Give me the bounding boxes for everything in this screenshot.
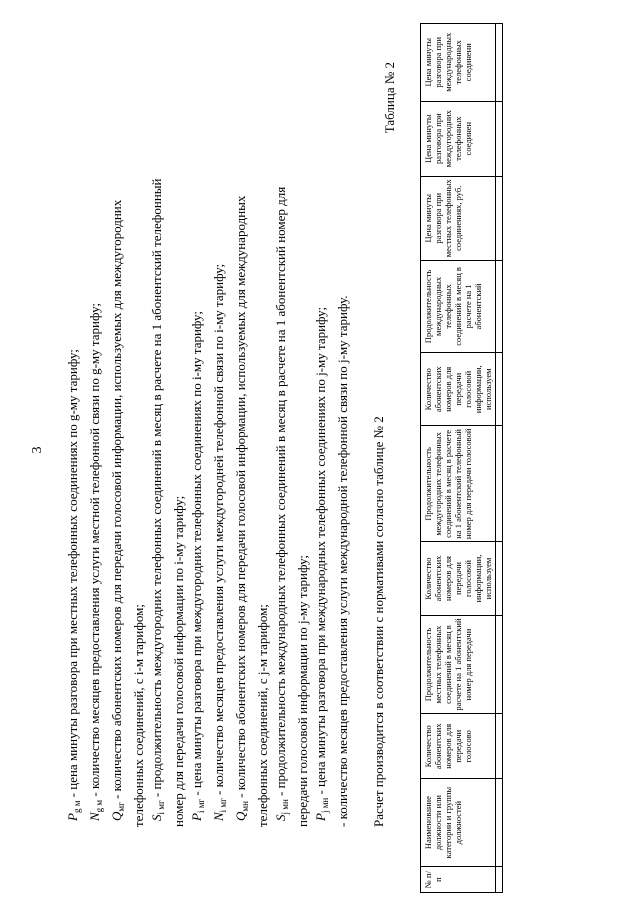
line-text: телефонных соединений, с j-м тарифом; — [255, 604, 270, 827]
formula-subscript: i мг — [196, 798, 206, 814]
text-line — [148, 37, 170, 827]
line-text: - количество месяцев предоставления услуги междугородней телефонной связи по i-му тарифу; — [211, 263, 226, 799]
table-cell — [496, 426, 503, 542]
text-line — [108, 37, 130, 827]
table-cell — [496, 101, 503, 176]
text-line — [188, 37, 210, 827]
line-text: - цена минуты разговора при междугородних телефонных соединениях по i-му тарифу; — [189, 311, 204, 799]
line-text: - продолжительность международных телефонных соединений в месяц в расчете на 1 абонентский номер для — [273, 186, 288, 800]
table-cell — [496, 615, 503, 714]
text-line — [352, 37, 370, 827]
text-line — [170, 37, 188, 827]
text-line — [130, 37, 148, 827]
table-cell — [496, 867, 503, 893]
table-cell — [496, 24, 503, 102]
formula-subscript: g м — [72, 800, 82, 814]
formula-symbol: P — [189, 813, 204, 821]
text-line — [210, 37, 232, 827]
line-text: телефонных соединений, с i-м тарифом; — [131, 604, 146, 827]
formula-subscript: i мг — [156, 800, 166, 815]
table-header-cell: № п/п — [421, 867, 496, 893]
formula-symbol: Q — [233, 811, 248, 821]
formula-symbol: S — [149, 814, 164, 821]
line-text: - цена минуты разговора при международных телефонных соединениях по j-му тарифу; — [313, 306, 328, 798]
formula-symbol: Q — [109, 811, 124, 821]
page-number: 3 — [30, 446, 45, 454]
table-row — [496, 24, 503, 893]
text-line — [86, 37, 108, 827]
text-line — [254, 37, 272, 827]
line-text: Расчет производится в соответствии с нормативами согласно таблице № 2 — [371, 416, 386, 827]
table-header-cell: Цена минуты разговора при международных телефонных соединени — [421, 24, 496, 102]
table-cell — [496, 353, 503, 426]
line-text: - количество абонентских номеров для передачи голосовой информации, используемых для междугородних — [109, 199, 124, 803]
text-body — [64, 37, 388, 827]
formula-subscript: мн — [240, 801, 250, 812]
line-text: - продолжительность междугородних телефонных соединений в месяц в расчете на 1 абонентский телефонный — [149, 178, 164, 801]
table-header-cell: Цена минуты разговора при местных телефонных соединениях, руб. — [421, 176, 496, 260]
table-header-cell: Количество абонентских номеров для передачи голосово — [421, 714, 496, 779]
text-line — [232, 37, 254, 827]
table-header-cell: Количество абонентских номеров для передачи голосовой информации, используем — [421, 353, 496, 426]
line-text: - цена минуты разговора при местных телефонных соединениях по g-му тарифу; — [65, 349, 80, 801]
line-text: номер для передачи голосовой информации по i-му тарифу; — [171, 495, 186, 827]
table-cell — [496, 542, 503, 615]
table-header-cell: Цена минуты разговора при междугородних телефонных соединен — [421, 101, 496, 176]
formula-subscript: j мн — [320, 797, 330, 814]
line-text: передачи голосовой информации по j-му тарифу; — [295, 554, 310, 827]
table-header-row — [421, 24, 496, 893]
text-line — [334, 37, 352, 827]
formula-symbol: N — [211, 812, 226, 821]
table-cell — [496, 260, 503, 352]
table-cell — [496, 779, 503, 867]
table-header-cell: Количество абонентских номеров для передачи голосовой информации, используем — [421, 542, 496, 615]
text-line — [312, 37, 334, 827]
text-line — [370, 37, 388, 827]
table-title: Таблица № 2 — [382, 62, 397, 134]
line-text: - количество абонентских номеров для передачи голосовой информации, используемых для международных — [233, 195, 248, 802]
formula-subscript: j мн — [280, 799, 290, 815]
formula-subscript: g м — [94, 799, 104, 813]
formula-symbol: S — [273, 814, 288, 821]
table-cell — [496, 176, 503, 260]
line-text: - количество месяцев предоставления услуги местной телефонной связи по g-му тарифу; — [87, 302, 102, 800]
table-header-cell: Продолжительность междугородних телефонных соединений в месяц в расчете на 1 абонентский телефонный номер для передачи голосовой — [421, 426, 496, 542]
table-header-cell: Продолжительность местных телефонных соединений в месяц в расчете на 1 абонентский номер для передачи — [421, 615, 496, 714]
norms-table — [420, 23, 503, 893]
table-header-cell: Продолжительность международных телефонных соединений в месяц в расчете на 1 абонентский — [421, 260, 496, 352]
text-line — [64, 37, 86, 827]
formula-symbol: P — [313, 813, 328, 821]
text-line — [272, 37, 294, 827]
formula-subscript: i мг — [218, 798, 228, 813]
line-text: - количество месяцев предоставления услуги международной телефонной связи по j-му тарифу. — [335, 295, 350, 827]
table-header-cell: Наименование должности или категории и группы должностей — [421, 779, 496, 867]
formula-symbol: N — [87, 812, 102, 821]
formula-subscript: мг — [116, 802, 126, 812]
table-cell — [496, 714, 503, 779]
text-line — [294, 37, 312, 827]
formula-symbol: P — [65, 813, 80, 821]
